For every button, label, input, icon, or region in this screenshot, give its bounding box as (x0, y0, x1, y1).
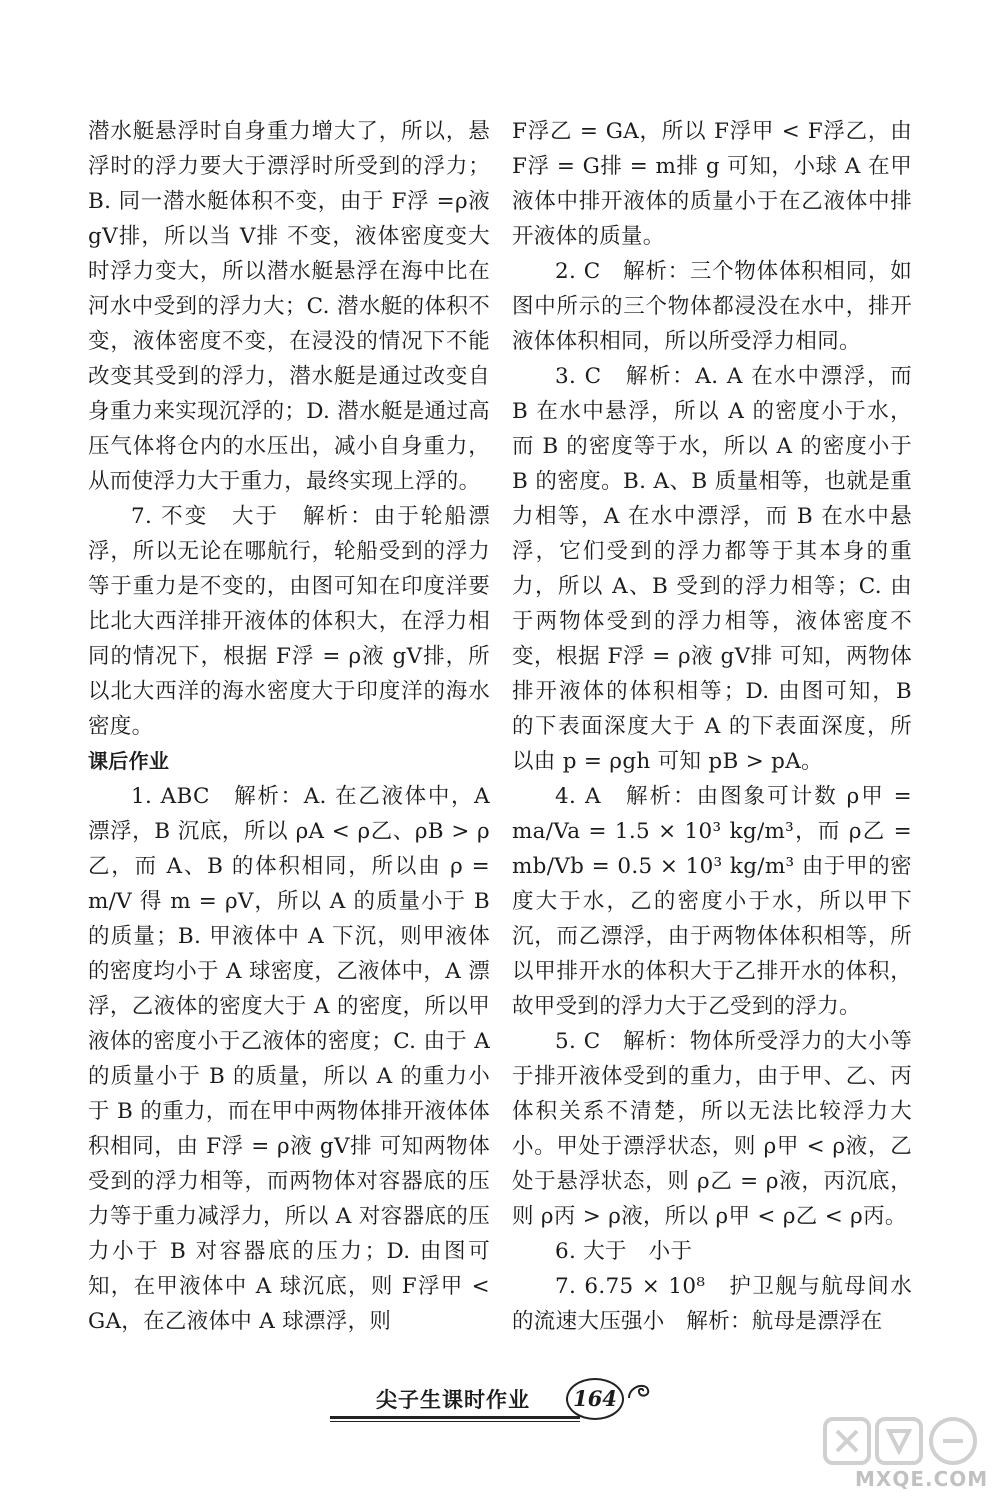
footer-rule (330, 1416, 580, 1419)
footer-book-title: 尖子生课时作业 (376, 1388, 530, 1412)
left-text-column (88, 114, 490, 1339)
right-paragraph-5: 5. C 解析：物体所受浮力的大小等于排开液体受到的重力，由于甲、乙、丙体积关系不清楚，所以无法比较浮力大小。甲处于漂浮状态，则 ρ甲 < ρ液，乙处于悬浮状态，则 ρ乙 = ρ液，丙沉底，则 ρ丙 > ρ液，所以 ρ甲 < ρ乙 < ρ丙。 (512, 1029, 912, 1229)
right-paragraph-1: F浮乙 = GA，所以 F浮甲 < F浮乙，由 F浮 = G排 = m排 g 可知，小球 A 在甲液体中排开液体的质量小于在乙液体中排开液体的质量。 (512, 119, 912, 249)
footer-rule-thin (330, 1421, 580, 1422)
page-number: 164 (566, 1378, 624, 1420)
right-paragraph-7: 7. 6.75 × 10⁸ 护卫舰与航母间水的流速大压强小 解析：航母是漂浮在 (512, 1274, 912, 1334)
watermark-logo-icon (805, 1415, 995, 1471)
right-paragraph-2: 2. C 解析：三个物体体积相同，如图中所示的三个物体都浸没在水中，排开液体体积相同，所以所受浮力相同。 (512, 259, 912, 354)
right-paragraph-4: 4. A 解析：由图象可计数 ρ甲 = ma/Va = 1.5 × 10³ kg/m³，而 ρ乙 = mb/Vb = 0.5 × 10³ kg/m³ 由于甲的密度大于水，乙的密度小于水，所以甲下沉，而乙漂浮，由于两物体体积相等，所以甲排开水的体积大于乙排开水的体积，故甲受到的浮力大于乙受到的浮力。 (512, 784, 912, 1019)
right-paragraph-6: 6. 大于 小于 (555, 1239, 693, 1264)
left-paragraph-3: 1. ABC 解析：A. 在乙液体中，A 漂浮，B 沉底，所以 ρA < ρ乙、ρB > ρ乙，而 A、B 的体积相同，所以由 ρ = m/V 得 m = ρV，所以 A 的质量小于 B 的质量；B. 甲液体中 A 下沉，则甲液体的密度均小于 A 球密度，乙液体中，A 漂浮，乙液体的密度大于 A 的密度，所以甲液体的密度小于乙液体的密度；C. 由于 A 的质量小于 B 的质量，所以 A 的重力小于 B 的重力，而在甲中两物体排开液体体积相同，由 F浮 = ρ液 gV排 可知两物体受到的浮力相等，而两物体对容器底的压力等于重力减浮力，所以 A 对容器底的压力小于 B 对容器底的压力；D. 由图可知，在甲液体中 A 球沉底，则 F浮甲 < GA，在乙液体中 A 球漂浮，则 (88, 784, 491, 1334)
left-paragraph-2: 7. 不变 大于 解析：由于轮船漂浮，所以无论在哪航行，轮船受到的浮力等于重力是不变的，由图可知在印度洋要比北大西洋排开液体的体积大，在浮力相同的情况下，根据 F浮 = ρ液 gV排，所以北大西洋的海水密度大于印度洋的海水密度。 (88, 504, 490, 739)
section-heading: 课后作业 (88, 749, 170, 773)
swirl-ornament-icon (626, 1378, 652, 1404)
right-text-column (512, 114, 912, 1339)
left-paragraph-1: 潜水艇悬浮时自身重力增大了，所以，悬浮时的浮力要大于漂浮时所受到的浮力；B. 同一潜水艇体积不变，由于 F浮 =ρ液 gV排，所以当 V排 不变，液体密度变大时浮力变大，所以潜水艇悬浮在海中比在河水中受到的浮力大；C. 潜水艇的体积不变，液体密度不变，在浸没的情况下不能改变其受到的浮力，潜水艇是通过改变自身重力来实现沉浮的；D. 潜水艇是通过高压气体将仓内的水压出，减小自身重力，从而使浮力大于重力，最终实现上浮的。 (88, 119, 490, 494)
watermark-text: MXQE.COM (855, 1467, 989, 1491)
right-paragraph-3: 3. C 解析：A. A 在水中漂浮，而 B 在水中悬浮，所以 A 的密度小于水，而 B 的密度等于水，所以 A 的密度小于 B 的密度。B. A、B 质量相等，也就是重力相等，A 在水中漂浮，而 B 在水中悬浮，它们受到的浮力都等于其本身的重力，所以 A、B 受到的浮力相等；C. 由于两物体受到的浮力相等，液体密度不变，根据 F浮 = ρ液 gV排 可知，两物体排开液体的体积相等；D. 由图可知，B 的下表面深度大于 A 的下表面深度，所以由 p = ρgh 可知 pB > pA。 (512, 364, 912, 774)
watermark (805, 1415, 995, 1495)
page-footer (330, 1372, 660, 1432)
